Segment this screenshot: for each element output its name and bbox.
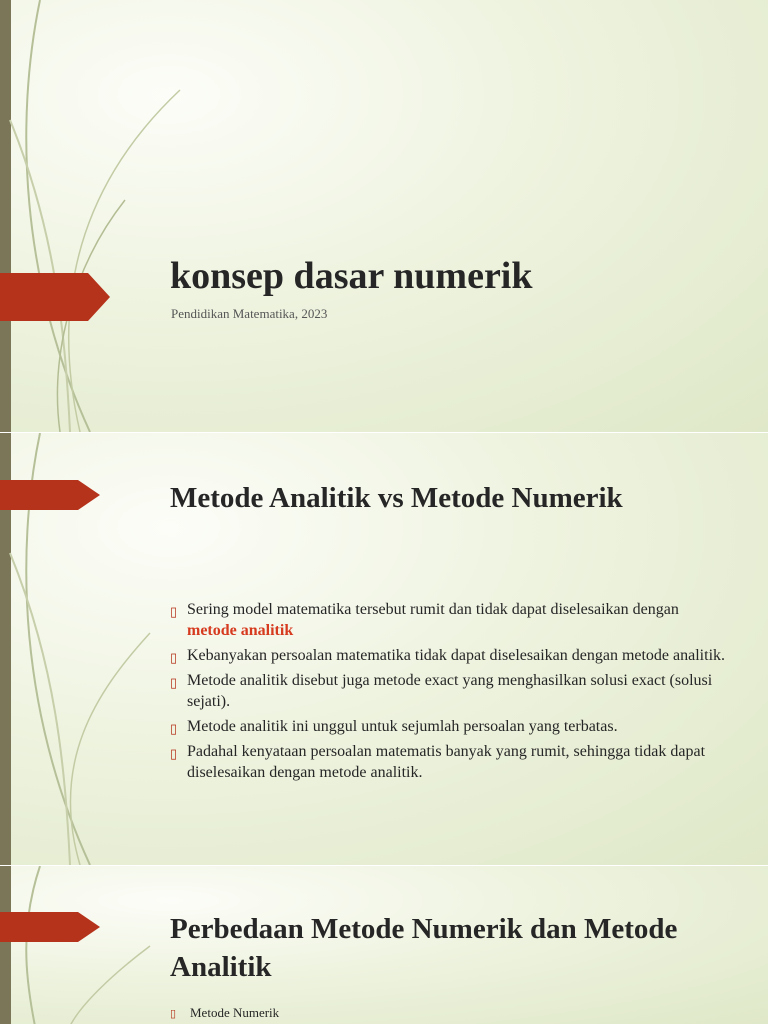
- slide-heading: Perbedaan Metode Numerik dan Metode Analitik: [170, 913, 678, 983]
- square-bullet-icon: ▯: [170, 1008, 177, 1020]
- bullet-text: Metode Numerik: [190, 1005, 280, 1020]
- title-arrow-tag: [0, 273, 110, 321]
- list-item: [170, 599, 730, 641]
- bullet-text: Metode analitik disebut juga metode exact yang menghasilkan solusi exact (solusi sejati).: [187, 672, 713, 710]
- bullet-text: Padahal kenyataan persoalan matematis banyak yang rumit, sehingga tidak dapat diselesaikan dengan metode analitik.: [187, 743, 706, 781]
- square-bullet-icon: ▯: [170, 675, 178, 690]
- slide-analitik-vs-numerik: [0, 433, 768, 865]
- list-item: [170, 1004, 730, 1022]
- bullet-text: Sering model matematika tersebut rumit dan tidak dapat diselesaikan dengan: [187, 601, 679, 618]
- list-item: [170, 670, 730, 712]
- square-bullet-icon: ▯: [170, 604, 178, 619]
- bullet-highlight-text: metode analitik: [187, 622, 294, 639]
- square-bullet-icon: ▯: [170, 746, 178, 761]
- slide-perbedaan-metode: [0, 866, 768, 1024]
- slide-title: [0, 0, 768, 432]
- slide-heading: Metode Analitik vs Metode Numerik: [170, 482, 623, 514]
- list-item: [170, 716, 730, 737]
- bullet-list: [170, 599, 730, 787]
- decorative-swirl-lines: [0, 0, 200, 432]
- bullet-text: Metode analitik ini unggul untuk sejumlah persoalan yang terbatas.: [187, 718, 618, 735]
- bullet-text: Kebanyakan persoalan matematika tidak dapat diselesaikan dengan metode analitik.: [187, 647, 726, 664]
- slide-title-text: konsep dasar numerik: [170, 255, 533, 297]
- slide-subtitle: Pendidikan Matematika, 2023: [171, 306, 328, 321]
- square-bullet-icon: ▯: [170, 721, 178, 736]
- bullet-list: [170, 1004, 730, 1024]
- list-item: [170, 741, 730, 783]
- list-item: [170, 645, 730, 666]
- square-bullet-icon: ▯: [170, 650, 178, 665]
